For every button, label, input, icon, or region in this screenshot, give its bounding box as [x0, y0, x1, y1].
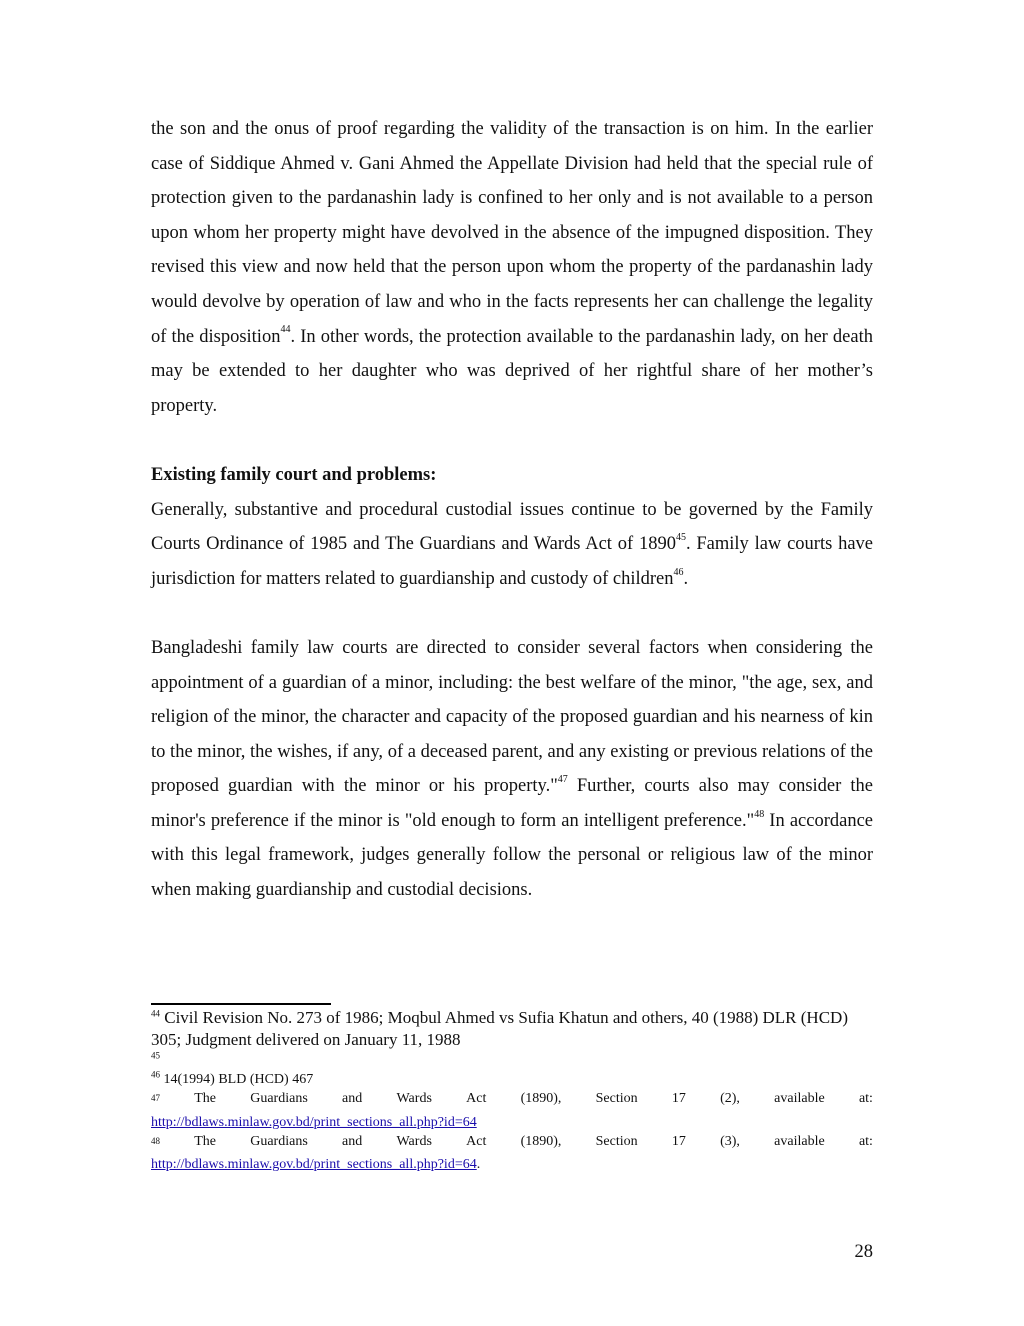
footnote-word: Section: [595, 1091, 638, 1106]
footnote-ref-47[interactable]: 47: [557, 774, 568, 786]
footnote-word: and: [342, 1091, 363, 1106]
footnote-word: (3),: [720, 1133, 740, 1149]
paragraph-text: the son and the onus of proof regarding the validity of the transaction is on him. In the earlier case of Siddique Ahmed v. Gani Ahmed the Appellate Division had held that the special rule of protection given to the pardanashin lady is confined to her only and is not available to a person upon whom her property might have devolved in the absence of the impugned disposition. They revised this view and now held that the person upon whom the property of the pardanashin lady would devolve by operation of law and who in the facts represents her can challenge the legality of the disposition: [151, 119, 873, 347]
footnote-word: Act: [466, 1091, 487, 1106]
footnote-text: 14(1994) BLD (HCD) 467: [160, 1072, 314, 1087]
paragraph-pardanashin: [151, 112, 873, 423]
footnote-word: Wards: [396, 1091, 432, 1106]
footnote-word: available: [774, 1091, 825, 1106]
footnote-word: Wards: [396, 1133, 432, 1149]
paragraph-guardian-factors: [151, 631, 873, 908]
footnote-44: [151, 1007, 873, 1051]
footnote-word: (2),: [720, 1091, 740, 1106]
page-number: 28: [854, 1242, 873, 1262]
paragraph-text: .: [683, 568, 689, 589]
paragraph-text: In accordance with this legal framework, judges generally follow the personal or religious law of the minor when making guardianship and custodial decisions.: [151, 810, 873, 901]
footnote-number: 45: [151, 1050, 160, 1061]
footnote-number: 46: [151, 1069, 160, 1080]
paragraph-governing-law: [151, 493, 873, 597]
footnote-number: 48: [151, 1135, 160, 1146]
footnote-text: Civil Revision No. 273 of 1986; Moqbul Ahmed vs Sufia Khatun and others, 40 (1988) DLR (HCD) 305; Judgment delivered on January 11, 1988: [151, 1008, 848, 1049]
footnote-word: Guardians: [250, 1133, 308, 1149]
footnote-number: 44: [151, 1008, 160, 1019]
paragraph-text: Bangladeshi family law courts are directed to consider several factors when considering the appointment of a guardian of a minor, including: the best welfare of the minor, "the age, sex, and religion of the minor, the character and capacity of the proposed guardian and his nearness of kin to the minor, the wishes, if any, of a deceased parent, and any existing or previous relations of the proposed guardian with the minor or his property.": [151, 637, 873, 797]
footnote-word: Guardians: [250, 1091, 308, 1106]
paragraph-text: . Family law courts have jurisdiction for matters related to guardianship and custody of children: [151, 534, 874, 589]
footnote-word: 17: [671, 1091, 686, 1106]
bdlaws-link[interactable]: http://bdlaws.minlaw.gov.bd/print_sections_all.php?id=64: [151, 1157, 477, 1173]
footnote-45: [151, 1051, 873, 1070]
footnote-46: [151, 1070, 873, 1089]
footnote-word: (1890),: [520, 1091, 562, 1106]
footnote-word: 17: [671, 1133, 686, 1149]
footnote-48: [151, 1132, 873, 1175]
footnote-word: at:: [858, 1091, 873, 1106]
footnote-word: at:: [858, 1133, 873, 1149]
footnote-tail: .: [476, 1157, 481, 1173]
footnote-number: 47: [151, 1093, 160, 1103]
footnote-separator: [151, 1003, 331, 1005]
footnote-47-link-line: [151, 1113, 873, 1132]
footnote-ref-48[interactable]: 48: [754, 808, 765, 820]
section-heading: Existing family court and problems:: [151, 464, 437, 485]
footnote-ref-45[interactable]: 45: [675, 531, 686, 543]
footnote-48-link-line: [151, 1155, 873, 1174]
footnote-48-line: [151, 1132, 873, 1156]
footnote-ref-44[interactable]: 44: [280, 324, 291, 336]
footnote-47-line: [151, 1089, 873, 1113]
footnotes-section: [151, 1003, 873, 1174]
bdlaws-link[interactable]: http://bdlaws.minlaw.gov.bd/print_sections_all.php?id=64: [151, 1114, 477, 1130]
footnote-word: Act: [466, 1133, 487, 1149]
footnote-word: The: [194, 1133, 216, 1149]
page-body: [151, 112, 873, 908]
paragraph-text: Further, courts also may consider the minor's preference if the minor is "old enough to form an intelligent preference.": [151, 776, 874, 831]
footnote-word: available: [774, 1133, 825, 1149]
paragraph-text: Generally, substantive and procedural custodial issues continue to be governed by the Family Courts Ordinance of 1985 and The Guardians and Wards Act of 1890: [151, 499, 873, 555]
footnote-ref-46[interactable]: 46: [673, 566, 684, 578]
footnote-word: The: [194, 1091, 216, 1106]
paragraph-text: . In other words, the protection available to the pardanashin lady, on her death may be extended to her daughter who was deprived of her rightful share of her mother’s property.: [151, 326, 873, 416]
footnote-word: Section: [595, 1133, 638, 1149]
footnote-word: and: [342, 1133, 363, 1149]
footnote-47: [151, 1089, 873, 1132]
footnote-word: (1890),: [520, 1133, 562, 1149]
